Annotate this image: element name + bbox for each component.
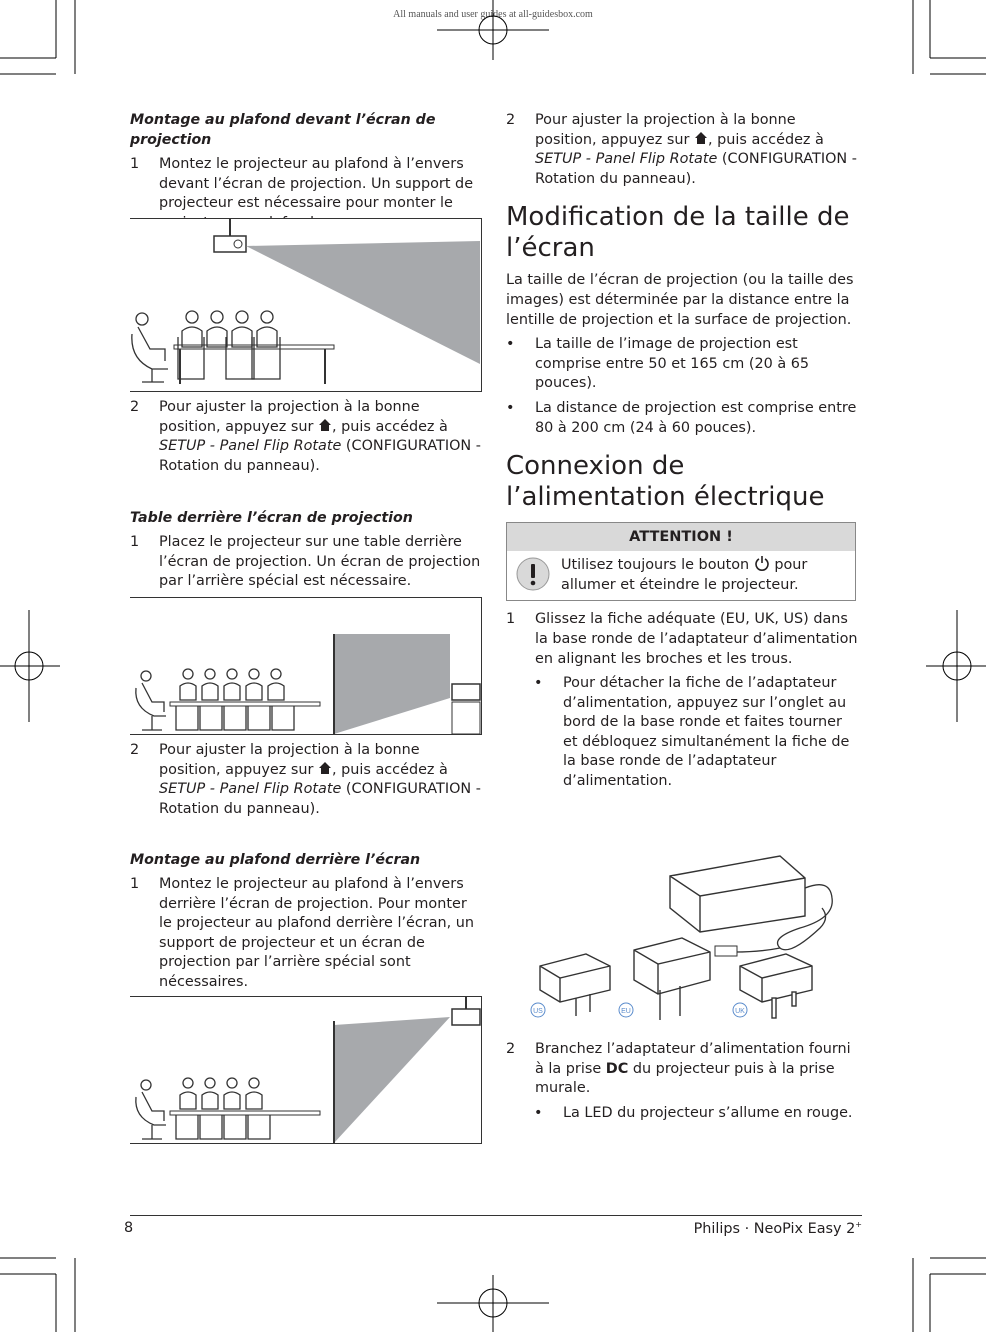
page-number: 8: [124, 1220, 134, 1236]
dc-label: DC: [605, 1060, 629, 1077]
home-icon: [318, 418, 332, 432]
left-column-sec3: [130, 850, 482, 993]
step-text-post: du projecteur puis à la prise murale.: [535, 1060, 835, 1097]
bullet-text: La taille de l’image de projection est comprise entre 50 et 165 cm (20 à 65 pouces).: [535, 336, 810, 392]
menu-path: SETUP - Panel Flip Rotate: [535, 151, 718, 168]
watermark: All manuals and user guides at all-guidesbox.com: [393, 9, 593, 20]
screen-size-intro: La taille de l’écran de projection (ou la taille des images) est déterminée par la distance entre la lentille de projection et la surface de projection.: [506, 272, 854, 328]
left-column-step2b: [130, 741, 482, 819]
right-column-step2: [506, 1040, 858, 1123]
ceiling-front-illustration: [130, 219, 481, 391]
step-2: [506, 111, 858, 189]
brand-text: Philips · NeoPix Easy 2: [693, 1220, 856, 1237]
home-icon: [694, 131, 708, 145]
figure-table-behind: [130, 597, 482, 735]
menu-path: SETUP - Panel Flip Rotate: [159, 781, 342, 798]
step-number: 1: [130, 156, 140, 172]
bullet-detach-plug: [534, 674, 858, 792]
step-1: [130, 533, 482, 592]
bullet-image-size: [506, 335, 858, 394]
step-text-post: (CONFIGURATION - Rotation du panneau).: [159, 438, 481, 474]
attention-title: ATTENTION !: [507, 523, 855, 551]
bullet-dot: •: [534, 1104, 543, 1121]
step-text: Glissez la fiche adéquate (EU, UK, US) dans la base ronde de l’adaptateur d’alimentation en alignant les broches et les trous.: [535, 611, 858, 667]
step-text-post: (CONFIGURATION - Rotation du panneau).: [159, 781, 481, 817]
step-number: 2: [130, 742, 140, 758]
step-text-mid: , puis accédez à: [707, 131, 824, 148]
bullet-led: [534, 1104, 858, 1124]
footer-rule: [130, 1215, 862, 1216]
section-title-table-behind: Table derrière l’écran de projection: [130, 510, 413, 526]
footer-brand: [694, 1220, 862, 1237]
plug-label-eu: EU: [621, 1008, 631, 1015]
step-number: 2: [506, 112, 516, 128]
bullet-text: Pour détacher la fiche de l’adaptateur d’alimentation, appuyez sur l’onglet au bord de la base ronde et faites tourner et débloquez simultanément la fiche de la base ronde de l’adaptateur d’alimentation.: [563, 675, 850, 790]
left-column-sec2: [130, 508, 482, 592]
step-text-pre: Pour ajuster la projection à la bonne position, appuyez sur: [535, 112, 796, 148]
step-text-pre: Pour ajuster la projection à la bonne position, appuyez sur: [159, 742, 420, 778]
step-text-pre: Pour ajuster la projection à la bonne position, appuyez sur: [159, 399, 420, 435]
left-column: [130, 110, 482, 233]
step-number: 2: [130, 399, 140, 415]
step-text: Montez le projecteur au plafond à l’envers devant l’écran de projection. Un support de projecteur est nécessaire pour monter le: [159, 156, 474, 212]
step-number: 1: [130, 534, 140, 550]
step-2: [130, 741, 482, 819]
step-1: [130, 875, 482, 993]
step-text: Placez le projecteur sur une table derrière l’écran de projection. Un écran de projection par l’arrière spécial est nécessaire.: [159, 534, 481, 590]
step-number: 1: [130, 876, 140, 892]
table-behind-illustration: [130, 598, 481, 734]
brand-sup: +: [855, 1220, 862, 1229]
warning-icon: [515, 556, 551, 592]
step-2: [130, 398, 482, 476]
bullet-text: La distance de projection est comprise entre 80 à 200 cm (24 à 60 pouces).: [535, 399, 857, 436]
bullet-dot: •: [506, 399, 515, 416]
step-1: [506, 610, 858, 669]
menu-path: SETUP - Panel Flip Rotate: [159, 438, 342, 455]
figure-ceiling-front: [130, 218, 482, 392]
home-icon: [318, 761, 332, 775]
power-icon: [754, 555, 770, 571]
step-text-mid: , puis accédez à: [331, 418, 448, 435]
heading-power-connection: Connexion de l’alimentation électrique: [506, 451, 825, 513]
bullet-projection-distance: [506, 399, 858, 438]
step-text-pre: Branchez l’adaptateur d’alimentation fourni à la prise: [535, 1041, 851, 1077]
bullet-dot: •: [506, 336, 515, 353]
bullet-dot: •: [534, 675, 543, 692]
bullet-text: La LED du projecteur s’allume en rouge.: [563, 1104, 853, 1121]
section-title-ceiling-front: Montage au plafond devant l’écran de projection: [130, 112, 436, 148]
step-number: 2: [506, 1041, 516, 1057]
step-number: 1: [506, 611, 516, 628]
attention-text-pre: Utilisez toujours le bouton: [561, 557, 754, 574]
step-2: [506, 1040, 858, 1099]
step-text-post: (CONFIGURATION - Rotation du panneau).: [535, 151, 857, 187]
attention-box: [506, 522, 856, 601]
plug-label-uk: UK: [735, 1008, 745, 1015]
left-column-step2a: [130, 398, 482, 476]
attention-body: [507, 551, 855, 600]
attention-text-post: pour allumer et éteindre le projecteur.: [561, 557, 808, 593]
section-title-ceiling-behind: Montage au plafond derrière l’écran: [130, 852, 421, 868]
heading-screen-size: Modification de la taille de l’écran: [506, 202, 850, 264]
figure-ceiling-behind: [130, 996, 482, 1144]
power-adapter-illustration: [530, 848, 840, 1026]
step-text: Montez le projecteur au plafond à l’envers derrière l’écran de projection. Pour monter le projecteur au plafond derrière l’écran, un support de projecteur et un écran de projection par l’arrière spécial sont nécessaires.: [159, 876, 475, 990]
plug-label-us: US: [533, 1008, 543, 1015]
step-text-mid: , puis accédez à: [331, 761, 448, 778]
right-column: [506, 111, 858, 792]
ceiling-behind-illustration: [130, 997, 481, 1143]
